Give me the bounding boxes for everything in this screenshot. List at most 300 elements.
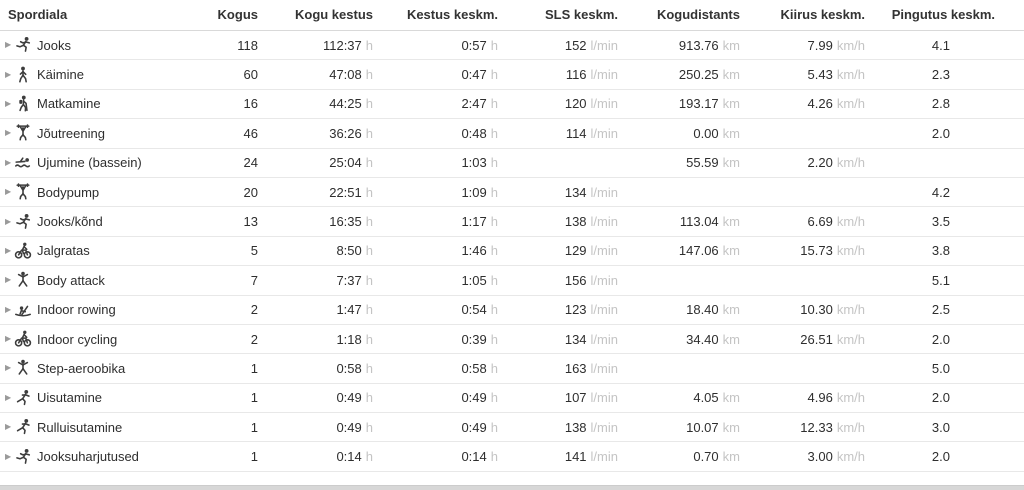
- avg_speed-value: 4.26: [807, 96, 833, 112]
- unit-label: h: [490, 67, 498, 83]
- table-row[interactable]: [0, 295, 1024, 324]
- total-duration-cell: [258, 413, 373, 442]
- avg_speed-value: 7.99: [807, 37, 833, 53]
- column-header-sport[interactable]: Spordiala: [0, 0, 210, 31]
- count-cell: [210, 60, 258, 89]
- avg_duration-value: 0:54: [461, 302, 487, 318]
- total_duration-value: 112:37: [322, 37, 362, 53]
- avg-speed-cell: [740, 442, 865, 471]
- unit-label: h: [490, 360, 498, 376]
- total_distance-value: 4.05: [693, 390, 719, 406]
- avg-speed-cell: [740, 354, 865, 383]
- avg_duration-value: 0:49: [461, 390, 487, 406]
- table-row[interactable]: [0, 89, 1024, 118]
- total_distance-value: 0.70: [693, 449, 719, 465]
- total-distance-cell: [618, 354, 740, 383]
- expand-arrow-icon[interactable]: ▶: [5, 304, 12, 314]
- total-distance-cell: [618, 442, 740, 471]
- count-value: 46: [243, 125, 258, 141]
- total_duration-value: 8:50: [336, 243, 362, 259]
- total_duration-value: 0:49: [336, 390, 362, 406]
- count-cell: [210, 295, 258, 324]
- unit-label: h: [365, 419, 373, 435]
- avg_effort-value: 2.3: [931, 67, 950, 83]
- unit-label: l/min: [590, 37, 618, 53]
- avg_hr-value: 129: [564, 243, 587, 259]
- count-cell: [210, 413, 258, 442]
- unit-label: h: [365, 125, 373, 141]
- avg_effort-value: 3.8: [931, 243, 950, 259]
- total-distance-cell: [618, 324, 740, 353]
- unit-label: l/min: [590, 96, 618, 112]
- sport-cell: [0, 177, 210, 206]
- avg-effort-cell: [865, 413, 1024, 442]
- avg_hr-value: 114: [565, 125, 587, 141]
- table-row[interactable]: [0, 60, 1024, 89]
- sport-name: Indoor rowing: [37, 302, 116, 318]
- total_duration-value: 16:35: [329, 214, 362, 230]
- count-cell: [210, 177, 258, 206]
- unit-label: h: [365, 331, 373, 347]
- avg-duration-cell: [373, 295, 498, 324]
- expand-arrow-icon[interactable]: ▶: [5, 334, 12, 344]
- total_distance-value: 147.06: [678, 243, 719, 259]
- avg-speed-cell: [740, 31, 865, 60]
- sport-name: Jõutreening: [37, 125, 105, 141]
- avg-effort-cell: [865, 266, 1024, 295]
- avg_hr-value: 138: [564, 214, 587, 230]
- count-value: 1: [250, 449, 258, 465]
- total_duration-value: 1:47: [336, 302, 362, 318]
- unit-label: km/h: [836, 302, 865, 318]
- unit-label: km: [722, 331, 740, 347]
- sport-cell: [0, 324, 210, 353]
- unit-label: h: [490, 125, 498, 141]
- skater-icon: [14, 389, 32, 407]
- expand-arrow-icon[interactable]: ▶: [5, 275, 12, 285]
- unit-label: l/min: [590, 302, 618, 318]
- unit-label: km: [722, 419, 740, 435]
- unit-label: h: [365, 96, 373, 112]
- total-distance-cell: [618, 89, 740, 118]
- avg-hr-cell: [498, 31, 618, 60]
- sport-name: Body attack: [37, 272, 105, 288]
- unit-label: h: [365, 214, 373, 230]
- avg-speed-cell: [740, 177, 865, 206]
- count-value: 118: [237, 37, 258, 53]
- count-cell: [210, 442, 258, 471]
- count-value: 24: [243, 155, 258, 171]
- unit-label: l/min: [590, 272, 618, 288]
- swimmer-icon: [14, 154, 32, 172]
- total-distance-cell: [618, 148, 740, 177]
- unit-label: h: [365, 37, 373, 53]
- unit-label: km/h: [836, 243, 865, 259]
- avg_effort-value: 2.8: [931, 96, 950, 112]
- total-distance-cell: [618, 413, 740, 442]
- avg-hr-cell: [498, 442, 618, 471]
- unit-label: h: [365, 360, 373, 376]
- sport-cell: [0, 119, 210, 148]
- total-duration-cell: [258, 383, 373, 412]
- avg_speed-value: 4.96: [807, 390, 833, 406]
- count-value: 13: [243, 214, 258, 230]
- avg_hr-value: 141: [564, 449, 587, 465]
- unit-label: h: [490, 184, 498, 200]
- table-row[interactable]: [0, 236, 1024, 265]
- avg-effort-cell: [865, 354, 1024, 383]
- total_duration-value: 44:25: [329, 96, 362, 112]
- avg_effort-value: 2.0: [931, 125, 950, 141]
- unit-label: h: [490, 449, 498, 465]
- avg-duration-cell: [373, 31, 498, 60]
- unit-label: km: [722, 449, 740, 465]
- avg_duration-value: 0:49: [461, 419, 487, 435]
- avg-hr-cell: [498, 177, 618, 206]
- avg_hr-value: 156: [564, 272, 587, 288]
- count-value: 2: [250, 331, 258, 347]
- total_distance-value: 913.76: [678, 37, 719, 53]
- unit-label: l/min: [590, 67, 618, 83]
- table-row[interactable]: [0, 383, 1024, 412]
- avg-hr-cell: [498, 324, 618, 353]
- rower-icon: [14, 301, 32, 319]
- total-duration-cell: [258, 324, 373, 353]
- total-duration-cell: [258, 89, 373, 118]
- expand-arrow-icon[interactable]: ▶: [5, 128, 12, 138]
- table-row[interactable]: [0, 442, 1024, 471]
- avg_hr-value: 120: [564, 96, 587, 112]
- avg-duration-cell: [373, 207, 498, 236]
- total-duration-cell: [258, 207, 373, 236]
- unit-label: km/h: [836, 155, 865, 171]
- table-header: [0, 0, 1024, 31]
- unit-label: h: [365, 67, 373, 83]
- avg_effort-value: 4.2: [931, 184, 950, 200]
- hiker-icon: [14, 95, 32, 113]
- sport-name: Jooks: [37, 37, 71, 53]
- column-header-avg-speed[interactable]: Kiirus keskm.: [740, 0, 865, 31]
- avg_duration-value: 0:39: [461, 331, 487, 347]
- unit-label: km/h: [836, 390, 865, 406]
- unit-label: l/min: [590, 390, 618, 406]
- total-duration-cell: [258, 266, 373, 295]
- avg-effort-cell: [865, 60, 1024, 89]
- total-duration-cell: [258, 236, 373, 265]
- avg_hr-value: 138: [564, 419, 587, 435]
- avg_duration-value: 1:03: [461, 155, 487, 171]
- unit-label: l/min: [590, 419, 618, 435]
- total_distance-value: 0.00: [693, 125, 719, 141]
- avg-duration-cell: [373, 60, 498, 89]
- table-row[interactable]: [0, 31, 1024, 60]
- sport-cell: [0, 31, 210, 60]
- total_duration-value: 25:04: [329, 155, 362, 171]
- unit-label: h: [365, 184, 373, 200]
- sport-cell: [0, 442, 210, 471]
- avg_duration-value: 1:09: [461, 184, 487, 200]
- sport-name: Jalgratas: [37, 243, 90, 259]
- count-cell: [210, 236, 258, 265]
- total-duration-cell: [258, 148, 373, 177]
- avg_effort-value: 2.0: [931, 331, 950, 347]
- unit-label: km/h: [836, 419, 865, 435]
- avg_duration-value: 1:46: [461, 243, 487, 259]
- avg-speed-cell: [740, 60, 865, 89]
- cyclist-icon: [14, 330, 32, 348]
- unit-label: km: [722, 155, 740, 171]
- sport-name: Jooksuharjutused: [37, 449, 139, 465]
- sport-cell: [0, 148, 210, 177]
- unit-label: h: [490, 96, 498, 112]
- total-distance-cell: [618, 383, 740, 412]
- unit-label: h: [490, 390, 498, 406]
- column-header-avg-effort[interactable]: Pingutus keskm.: [865, 0, 1024, 31]
- avg_hr-value: 152: [564, 37, 587, 53]
- avg_duration-value: 0:47: [461, 67, 487, 83]
- total-duration-cell: [258, 31, 373, 60]
- count-cell: [210, 207, 258, 236]
- runner-icon: [14, 213, 32, 231]
- avg-hr-cell: [498, 148, 618, 177]
- total_distance-value: 250.25: [678, 67, 719, 83]
- unit-label: h: [365, 302, 373, 318]
- total_duration-value: 47:08: [329, 67, 362, 83]
- avg_duration-value: 2:47: [461, 96, 487, 112]
- avg-effort-cell: [865, 89, 1024, 118]
- avg-effort-cell: [865, 31, 1024, 60]
- unit-label: h: [365, 243, 373, 259]
- unit-label: km/h: [836, 449, 865, 465]
- count-value: 5: [250, 243, 258, 259]
- table-row[interactable]: [0, 119, 1024, 148]
- avg-effort-cell: [865, 119, 1024, 148]
- total_distance-value: 113.04: [679, 214, 719, 230]
- avg_hr-value: 163: [564, 360, 587, 376]
- avg-duration-cell: [373, 89, 498, 118]
- avg-effort-cell: [865, 148, 1024, 177]
- avg-duration-cell: [373, 266, 498, 295]
- total_duration-value: 1:18: [336, 331, 362, 347]
- unit-label: h: [490, 331, 498, 347]
- unit-label: l/min: [590, 331, 618, 347]
- avg-speed-cell: [740, 148, 865, 177]
- expand-arrow-icon[interactable]: ▶: [5, 216, 12, 226]
- unit-label: h: [365, 272, 373, 288]
- runner-icon: [14, 36, 32, 54]
- runner-icon: [14, 448, 32, 466]
- unit-label: h: [490, 214, 498, 230]
- weightlifter-icon: [14, 124, 32, 142]
- total-distance-cell: [618, 31, 740, 60]
- avg_effort-value: 3.0: [931, 419, 950, 435]
- total_distance-value: 18.40: [686, 302, 719, 318]
- expand-arrow-icon[interactable]: ▶: [5, 98, 12, 108]
- table-row[interactable]: [0, 354, 1024, 383]
- expand-arrow-icon[interactable]: ▶: [5, 40, 12, 50]
- avg-hr-cell: [498, 60, 618, 89]
- column-header-avg-hr[interactable]: SLS keskm.: [498, 0, 618, 31]
- unit-label: km: [722, 243, 740, 259]
- avg_speed-value: 15.73: [800, 243, 833, 259]
- unit-label: km: [722, 302, 740, 318]
- avg-hr-cell: [498, 413, 618, 442]
- avg_effort-value: 2.0: [931, 390, 950, 406]
- expand-arrow-icon[interactable]: ▶: [5, 187, 12, 197]
- column-header-total-duration[interactable]: Kogu kestus: [258, 0, 373, 31]
- total-distance-cell: [618, 295, 740, 324]
- table-row[interactable]: [0, 177, 1024, 206]
- table-body: [0, 31, 1024, 472]
- total-duration-cell: [258, 442, 373, 471]
- avg_effort-value: 4.1: [931, 37, 950, 53]
- avg-duration-cell: [373, 119, 498, 148]
- avg-duration-cell: [373, 177, 498, 206]
- count-cell: [210, 89, 258, 118]
- table-row[interactable]: [0, 207, 1024, 236]
- avg_hr-value: 134: [564, 184, 587, 200]
- avg_effort-value: 2.5: [931, 302, 950, 318]
- expand-arrow-icon[interactable]: ▶: [5, 363, 12, 373]
- total-distance-cell: [618, 177, 740, 206]
- jumper-icon: [14, 271, 32, 289]
- avg-effort-cell: [865, 383, 1024, 412]
- avg_duration-value: 1:05: [461, 272, 487, 288]
- avg-duration-cell: [373, 442, 498, 471]
- avg_speed-value: 26.51: [800, 331, 833, 347]
- unit-label: l/min: [590, 125, 618, 141]
- count-value: 1: [250, 390, 258, 406]
- count-value: 2: [250, 302, 258, 318]
- avg-speed-cell: [740, 383, 865, 412]
- weightlifter-icon: [14, 183, 32, 201]
- expand-arrow-icon[interactable]: ▶: [5, 157, 12, 167]
- avg_effort-value: 2.0: [931, 449, 950, 465]
- unit-label: l/min: [590, 243, 618, 259]
- table-row[interactable]: [0, 148, 1024, 177]
- unit-label: km/h: [836, 214, 865, 230]
- table-row[interactable]: [0, 413, 1024, 442]
- column-header-count[interactable]: Kogus: [210, 0, 258, 31]
- total_duration-value: 22:51: [329, 184, 362, 200]
- avg-hr-cell: [498, 266, 618, 295]
- total_distance-value: 193.17: [678, 96, 719, 112]
- count-cell: [210, 31, 258, 60]
- avg-hr-cell: [498, 383, 618, 412]
- total-distance-cell: [618, 119, 740, 148]
- avg_hr-value: 134: [564, 331, 587, 347]
- unit-label: l/min: [590, 184, 618, 200]
- skater-icon: [14, 418, 32, 436]
- total_duration-value: 0:14: [336, 449, 362, 465]
- avg_hr-value: 123: [564, 302, 587, 318]
- cyclist-icon: [14, 242, 32, 260]
- total-distance-cell: [618, 266, 740, 295]
- expand-arrow-icon[interactable]: ▶: [5, 245, 12, 255]
- avg-speed-cell: [740, 324, 865, 353]
- avg-speed-cell: [740, 266, 865, 295]
- column-header-total-distance[interactable]: Kogudistants: [618, 0, 740, 31]
- count-value: 1: [250, 419, 258, 435]
- sport-name: Matkamine: [37, 96, 101, 112]
- avg_speed-value: 10.30: [800, 302, 833, 318]
- avg_effort-value: 5.0: [931, 360, 950, 376]
- unit-label: km: [722, 214, 740, 230]
- total-distance-cell: [618, 207, 740, 236]
- avg_duration-value: 0:14: [461, 449, 487, 465]
- count-cell: [210, 383, 258, 412]
- avg-hr-cell: [498, 207, 618, 236]
- avg-speed-cell: [740, 295, 865, 324]
- unit-label: l/min: [590, 449, 618, 465]
- avg-speed-cell: [740, 89, 865, 118]
- table-row[interactable]: [0, 324, 1024, 353]
- unit-label: h: [365, 155, 373, 171]
- avg-effort-cell: [865, 207, 1024, 236]
- count-value: 1: [250, 360, 258, 376]
- unit-label: l/min: [590, 214, 618, 230]
- sport-name: Indoor cycling: [37, 331, 118, 347]
- unit-label: km: [722, 96, 740, 112]
- total-duration-cell: [258, 119, 373, 148]
- avg_duration-value: 0:58: [461, 360, 487, 376]
- count-value: 16: [243, 96, 258, 112]
- expand-arrow-icon[interactable]: ▶: [5, 422, 12, 432]
- count-cell: [210, 354, 258, 383]
- sport-name: Ujumine (bassein): [37, 155, 142, 171]
- sport-name: Bodypump: [37, 184, 100, 200]
- count-cell: [210, 324, 258, 353]
- avg-hr-cell: [498, 236, 618, 265]
- avg_effort-value: 3.5: [931, 214, 950, 230]
- avg-speed-cell: [740, 413, 865, 442]
- expand-arrow-icon[interactable]: ▶: [5, 69, 12, 79]
- unit-label: km: [722, 125, 740, 141]
- avg_duration-value: 0:48: [461, 125, 487, 141]
- avg-speed-cell: [740, 207, 865, 236]
- avg-speed-cell: [740, 119, 865, 148]
- avg_speed-value: 2.20: [807, 155, 833, 171]
- avg_duration-value: 0:57: [461, 37, 487, 53]
- sport-cell: [0, 354, 210, 383]
- expand-arrow-icon[interactable]: ▶: [5, 392, 12, 402]
- total_distance-value: 34.40: [686, 331, 719, 347]
- avg-duration-cell: [373, 354, 498, 383]
- horizontal-scrollbar[interactable]: [0, 485, 1024, 490]
- sport-cell: [0, 383, 210, 412]
- unit-label: h: [490, 302, 498, 318]
- expand-arrow-icon[interactable]: ▶: [5, 451, 12, 461]
- count-value: 7: [250, 272, 258, 288]
- sport-name: Step-aeroobika: [37, 360, 126, 376]
- avg-hr-cell: [498, 119, 618, 148]
- unit-label: h: [490, 243, 498, 259]
- total_duration-value: 36:26: [329, 125, 362, 141]
- avg-hr-cell: [498, 89, 618, 118]
- total-duration-cell: [258, 177, 373, 206]
- avg_speed-value: 5.43: [807, 67, 833, 83]
- table-row[interactable]: [0, 266, 1024, 295]
- avg-duration-cell: [373, 236, 498, 265]
- column-header-avg-duration[interactable]: Kestus keskm.: [373, 0, 498, 31]
- avg_speed-value: 3.00: [807, 449, 833, 465]
- avg-duration-cell: [373, 148, 498, 177]
- avg-hr-cell: [498, 295, 618, 324]
- total_distance-value: 10.07: [686, 419, 719, 435]
- avg-effort-cell: [865, 324, 1024, 353]
- sport-name: Rulluisutamine: [37, 419, 123, 435]
- sport-name: Käimine: [37, 67, 84, 83]
